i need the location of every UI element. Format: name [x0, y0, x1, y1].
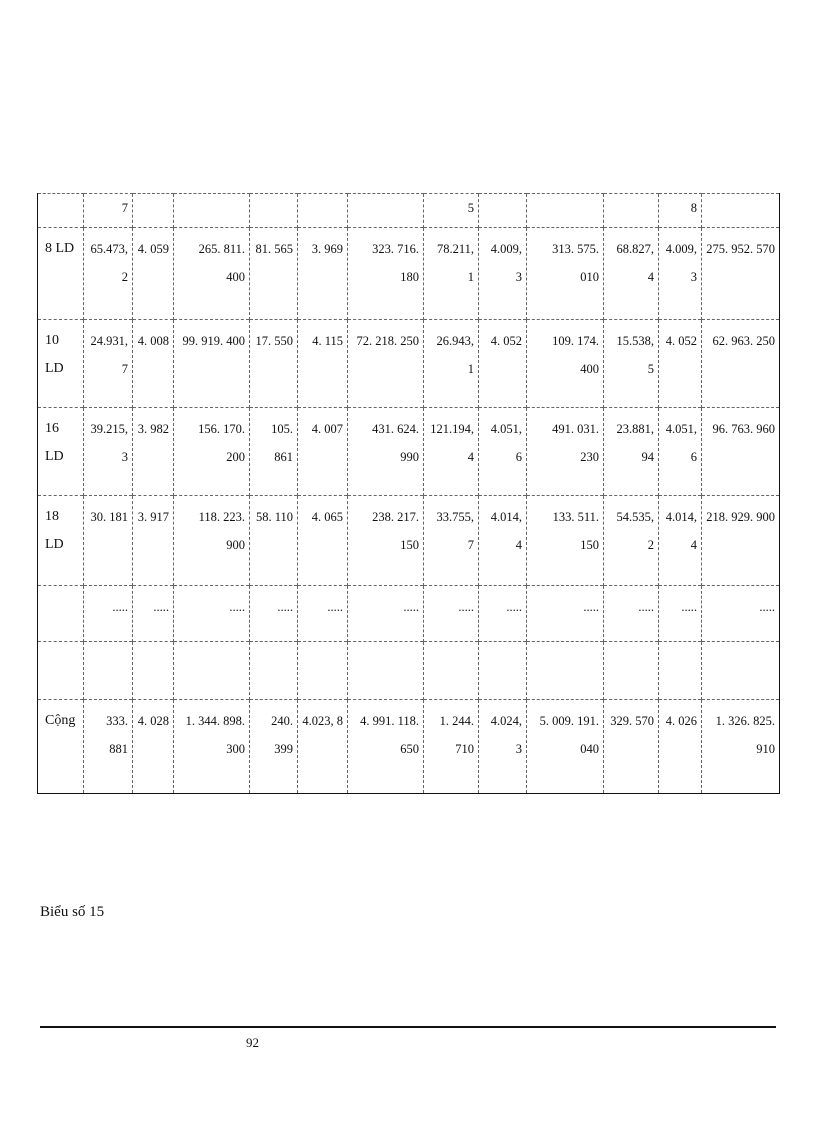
table-cell — [424, 320, 479, 408]
cell-text: 96. 763. 960 — [712, 422, 775, 436]
table-cell — [298, 194, 348, 228]
table-cell — [250, 700, 298, 794]
cell-text: ..... — [112, 600, 128, 614]
cell-text: 313. 575. 010 — [552, 242, 599, 284]
table-cell — [298, 700, 348, 794]
cell-text: 18 LD — [45, 509, 64, 552]
table-cell — [479, 408, 527, 496]
cell-text: 72. 218. 250 — [356, 334, 419, 348]
table-cell — [174, 408, 250, 496]
table-cell — [424, 642, 479, 700]
table-cell — [604, 194, 659, 228]
table-cell — [424, 408, 479, 496]
table-cell — [527, 320, 604, 408]
table-cell — [479, 586, 527, 642]
table-cell — [659, 320, 702, 408]
table-cell — [298, 320, 348, 408]
table-cell — [298, 642, 348, 700]
cell-text: 133. 511. 150 — [552, 510, 599, 552]
cell-text: Cộng — [45, 713, 76, 728]
table-cell — [527, 496, 604, 586]
cell-text: 156. 170. 200 — [198, 422, 245, 464]
cell-text — [428, 642, 474, 649]
cell-text: 3. 982 — [137, 422, 169, 436]
table-cell — [702, 496, 780, 586]
cell-text: 78.211, 1 — [436, 242, 474, 284]
table-cell — [348, 408, 424, 496]
cell-text: 5. 009. 191. 040 — [539, 714, 599, 756]
cell-text — [531, 642, 599, 649]
cell-text: 23.881, 94 — [616, 422, 654, 464]
table-cell — [424, 700, 479, 794]
cell-text — [483, 642, 522, 649]
cell-text: 4. 991. 118. 650 — [360, 714, 419, 756]
cell-text: 39.215, 3 — [90, 422, 128, 464]
table-cell — [348, 228, 424, 320]
table-cell — [479, 320, 527, 408]
table-cell — [84, 228, 133, 320]
table-cell — [133, 194, 174, 228]
cell-text: 265. 811. 400 — [198, 242, 245, 284]
table-cell — [298, 408, 348, 496]
cell-text: ..... — [458, 600, 474, 614]
cell-text: 4.014, 4 — [490, 510, 522, 552]
cell-text — [302, 642, 343, 649]
table-cell — [133, 320, 174, 408]
table-cell — [604, 320, 659, 408]
table-cell — [174, 496, 250, 586]
cell-text: 54.535, 2 — [616, 510, 654, 552]
table-cell — [174, 194, 250, 228]
cell-text: ..... — [229, 600, 245, 614]
table-cell — [527, 700, 604, 794]
table-cell — [84, 320, 133, 408]
row-label-cell — [38, 194, 84, 228]
cell-text: 65.473, 2 — [90, 242, 128, 284]
table-cell — [298, 228, 348, 320]
cell-text — [45, 642, 79, 649]
cell-text: 81. 565 — [255, 242, 293, 256]
cell-text: 121.194, 4 — [430, 422, 474, 464]
cell-text — [45, 586, 79, 593]
row-label-cell — [38, 586, 84, 642]
table-cell — [84, 586, 133, 642]
table-cell — [527, 586, 604, 642]
table-row — [38, 194, 780, 228]
cell-text: 333. 881 — [106, 714, 128, 756]
cell-text — [352, 642, 419, 649]
table-cell — [659, 700, 702, 794]
table-cell — [659, 194, 702, 228]
table-cell — [659, 586, 702, 642]
cell-text — [663, 642, 697, 649]
table-cell — [479, 496, 527, 586]
table-cell — [84, 700, 133, 794]
table-cell — [604, 408, 659, 496]
cell-text: ..... — [759, 600, 775, 614]
table-cell — [133, 496, 174, 586]
table-cell — [424, 496, 479, 586]
cell-text: 4. 008 — [137, 334, 169, 348]
table-cell — [174, 642, 250, 700]
table-cell — [659, 496, 702, 586]
cell-text: 7 — [121, 201, 128, 215]
table-row — [38, 642, 780, 700]
table-cell — [659, 228, 702, 320]
table-cell — [298, 496, 348, 586]
page-number: 92 — [246, 1035, 259, 1050]
cell-text: 5 — [467, 201, 474, 215]
table-cell — [174, 586, 250, 642]
cell-text: 4.009, 3 — [490, 242, 522, 284]
cell-text: 238. 217. 150 — [372, 510, 419, 552]
table-cell — [424, 194, 479, 228]
cell-text: 4. 115 — [312, 334, 343, 348]
table-cell — [527, 642, 604, 700]
cell-text: 24.931, 7 — [90, 334, 128, 376]
cell-text: 4.014, 4 — [665, 510, 697, 552]
cell-text: 8 — [690, 201, 697, 215]
cell-text: ..... — [327, 600, 343, 614]
table-cell — [174, 228, 250, 320]
table-cell — [479, 642, 527, 700]
cell-text: 99. 919. 400 — [182, 334, 245, 348]
cell-text: ..... — [506, 600, 522, 614]
row-label-cell — [38, 496, 84, 586]
table-cell — [348, 586, 424, 642]
cell-text: 8 LD — [45, 241, 75, 256]
table-row — [38, 496, 780, 586]
table-cell — [174, 700, 250, 794]
table-cell — [702, 586, 780, 642]
table-cell — [702, 642, 780, 700]
table-cell — [250, 586, 298, 642]
table-row — [38, 320, 780, 408]
cell-text: 33.755, 7 — [436, 510, 474, 552]
cell-text: 4. 026 — [665, 714, 697, 728]
cell-text: 491. 031. 230 — [552, 422, 599, 464]
table-cell — [527, 408, 604, 496]
caption: Biểu số 15 — [40, 904, 105, 920]
cell-text: 4.024, 3 — [490, 714, 522, 756]
cell-text: 26.943, 1 — [436, 334, 474, 376]
cell-text — [254, 642, 293, 649]
cell-text: 4. 065 — [311, 510, 343, 524]
cell-text — [178, 642, 245, 649]
row-label-cell — [38, 700, 84, 794]
cell-text: ..... — [583, 600, 599, 614]
row-label-cell — [38, 408, 84, 496]
table-cell — [174, 320, 250, 408]
cell-text: 4.051, 6 — [665, 422, 697, 464]
table-cell — [133, 408, 174, 496]
table-cell — [298, 586, 348, 642]
table-cell — [659, 642, 702, 700]
cell-text — [608, 642, 654, 649]
cell-text: 329. 570 — [610, 714, 654, 728]
cell-text: 431. 624. 990 — [372, 422, 419, 464]
cell-text: 105. 861 — [271, 422, 293, 464]
cell-text: 4.023, 8 — [302, 714, 343, 728]
table-cell — [84, 194, 133, 228]
cell-text: 3. 969 — [311, 242, 343, 256]
cell-text: 1. 326. 825. 910 — [715, 714, 775, 756]
table-cell — [250, 496, 298, 586]
table-cell — [84, 642, 133, 700]
table-cell — [84, 496, 133, 586]
table-cell — [479, 700, 527, 794]
cell-text: 3. 917 — [137, 510, 169, 524]
cell-text: 10 LD — [45, 333, 64, 376]
table-cell — [604, 700, 659, 794]
table-cell — [133, 586, 174, 642]
cell-text: 16 LD — [45, 421, 64, 464]
table-cell — [84, 408, 133, 496]
cell-text: 323. 716. 180 — [372, 242, 419, 284]
cell-text: 109. 174. 400 — [552, 334, 599, 376]
cell-text — [137, 642, 169, 649]
table-cell — [133, 642, 174, 700]
table-cell — [133, 700, 174, 794]
table-cell — [250, 408, 298, 496]
cell-text: 68.827, 4 — [616, 242, 654, 284]
cell-text: 30. 181 — [90, 510, 128, 524]
cell-text: 17. 550 — [255, 334, 293, 348]
table-cell — [527, 194, 604, 228]
table-cell — [424, 228, 479, 320]
table-row — [38, 408, 780, 496]
cell-text: ..... — [681, 600, 697, 614]
table-cell — [348, 320, 424, 408]
cell-text: 240. 399 — [271, 714, 293, 756]
cell-text: 218. 929. 900 — [706, 510, 775, 524]
table-cell — [424, 586, 479, 642]
table-cell — [250, 228, 298, 320]
cell-text: 4. 052 — [665, 334, 697, 348]
table-cell — [348, 194, 424, 228]
cell-text: 1. 244. 710 — [439, 714, 474, 756]
table-row — [38, 700, 780, 794]
cell-text: 15.538, 5 — [616, 334, 654, 376]
footer-rule — [40, 1026, 776, 1028]
cell-text: 4.009, 3 — [665, 242, 697, 284]
table-cell — [133, 228, 174, 320]
table-cell — [604, 642, 659, 700]
cell-text: ..... — [153, 600, 169, 614]
cell-text: 4. 007 — [311, 422, 343, 436]
table-cell — [604, 496, 659, 586]
cell-text: 4. 052 — [490, 334, 522, 348]
cell-text: 1. 344. 898. 300 — [185, 714, 245, 756]
cell-text: 4. 059 — [137, 242, 169, 256]
cell-text: ..... — [277, 600, 293, 614]
table-cell — [604, 586, 659, 642]
table-cell — [348, 700, 424, 794]
table-cell — [702, 320, 780, 408]
row-label-cell — [38, 228, 84, 320]
cell-text: ..... — [638, 600, 654, 614]
table-cell — [479, 228, 527, 320]
cell-text: 4. 028 — [137, 714, 169, 728]
cell-text — [88, 642, 128, 649]
row-label-cell — [38, 642, 84, 700]
table-cell — [527, 228, 604, 320]
table-row — [38, 586, 780, 642]
table-cell — [702, 700, 780, 794]
cell-text: 62. 963. 250 — [712, 334, 775, 348]
table-cell — [702, 408, 780, 496]
table-row — [38, 228, 780, 320]
table-cell — [348, 496, 424, 586]
cell-text: 118. 223. 900 — [198, 510, 245, 552]
table-cell — [479, 194, 527, 228]
cell-text — [706, 642, 775, 649]
table-cell — [250, 320, 298, 408]
data-table — [37, 193, 780, 794]
table-cell — [250, 642, 298, 700]
table-cell — [348, 642, 424, 700]
cell-text: 275. 952. 570 — [706, 242, 775, 256]
table-cell — [604, 228, 659, 320]
table-cell — [250, 194, 298, 228]
table-cell — [702, 194, 780, 228]
row-label-cell — [38, 320, 84, 408]
cell-text: 4.051, 6 — [490, 422, 522, 464]
table-cell — [702, 228, 780, 320]
cell-text: ..... — [403, 600, 419, 614]
cell-text: 58. 110 — [255, 510, 293, 524]
table-cell — [659, 408, 702, 496]
